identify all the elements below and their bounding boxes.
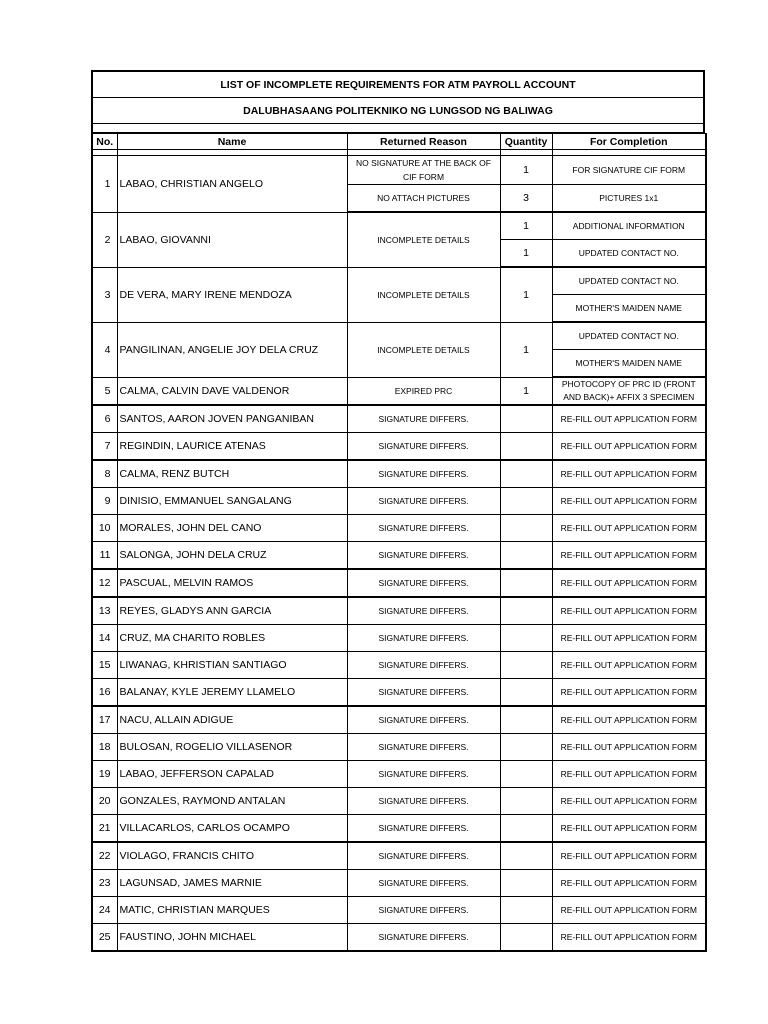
row-completion: RE-FILL OUT APPLICATION FORM xyxy=(552,405,706,433)
table-row xyxy=(92,652,706,679)
row-number: 7 xyxy=(92,433,117,461)
row-number: 20 xyxy=(92,788,117,815)
row-name: SALONGA, JOHN DELA CRUZ xyxy=(117,542,347,570)
row-reason: INCOMPLETE DETAILS xyxy=(347,212,500,267)
row-name: SANTOS, AARON JOVEN PANGANIBAN xyxy=(117,405,347,433)
row-quantity xyxy=(500,542,552,570)
row-number: 11 xyxy=(92,542,117,570)
header-completion: For Completion xyxy=(552,134,706,150)
table-row xyxy=(92,405,706,433)
row-name: GONZALES, RAYMOND ANTALAN xyxy=(117,788,347,815)
row-reason: NO SIGNATURE AT THE BACK OF CIF FORM xyxy=(347,156,500,185)
table-row xyxy=(92,267,706,295)
row-number: 4 xyxy=(92,322,117,377)
row-quantity xyxy=(500,515,552,542)
row-completion: RE-FILL OUT APPLICATION FORM xyxy=(552,734,706,761)
table-row xyxy=(92,734,706,761)
row-completion: RE-FILL OUT APPLICATION FORM xyxy=(552,433,706,461)
row-number: 18 xyxy=(92,734,117,761)
row-name: LABAO, GIOVANNI xyxy=(117,212,347,267)
table-row xyxy=(92,433,706,461)
row-reason: SIGNATURE DIFFERS. xyxy=(347,433,500,461)
table-row xyxy=(92,625,706,652)
row-number: 8 xyxy=(92,460,117,488)
table-row xyxy=(92,842,706,870)
row-quantity xyxy=(500,842,552,870)
row-number: 14 xyxy=(92,625,117,652)
row-reason: SIGNATURE DIFFERS. xyxy=(347,625,500,652)
row-name: PASCUAL, MELVIN RAMOS xyxy=(117,569,347,597)
row-number: 3 xyxy=(92,267,117,322)
institution-name: DALUBHASAANG POLITEKNIKO NG LUNGSOD NG BALIWAG xyxy=(93,98,703,124)
header-quantity: Quantity xyxy=(500,134,552,150)
table-row xyxy=(92,212,706,240)
title-box xyxy=(91,70,705,133)
row-completion: RE-FILL OUT APPLICATION FORM xyxy=(552,788,706,815)
row-name: LABAO, JEFFERSON CAPALAD xyxy=(117,761,347,788)
row-completion: MOTHER'S MAIDEN NAME xyxy=(552,295,706,323)
row-completion: RE-FILL OUT APPLICATION FORM xyxy=(552,924,706,952)
row-name: VILLACARLOS, CARLOS OCAMPO xyxy=(117,815,347,843)
row-completion: RE-FILL OUT APPLICATION FORM xyxy=(552,460,706,488)
row-completion: RE-FILL OUT APPLICATION FORM xyxy=(552,569,706,597)
row-quantity xyxy=(500,870,552,897)
row-reason: SIGNATURE DIFFERS. xyxy=(347,734,500,761)
row-number: 5 xyxy=(92,377,117,405)
row-reason: SIGNATURE DIFFERS. xyxy=(347,897,500,924)
row-number: 15 xyxy=(92,652,117,679)
table-row xyxy=(92,322,706,350)
requirements-table xyxy=(91,133,707,952)
row-completion: RE-FILL OUT APPLICATION FORM xyxy=(552,542,706,570)
row-number: 23 xyxy=(92,870,117,897)
row-quantity xyxy=(500,625,552,652)
row-number: 13 xyxy=(92,597,117,625)
row-number: 2 xyxy=(92,212,117,267)
header-reason: Returned Reason xyxy=(347,134,500,150)
row-quantity xyxy=(500,924,552,952)
row-number: 19 xyxy=(92,761,117,788)
row-reason: SIGNATURE DIFFERS. xyxy=(347,515,500,542)
row-completion: RE-FILL OUT APPLICATION FORM xyxy=(552,897,706,924)
table-row xyxy=(92,706,706,734)
row-completion: PICTURES 1x1 xyxy=(552,185,706,213)
row-name: BULOSAN, ROGELIO VILLASENOR xyxy=(117,734,347,761)
row-reason: SIGNATURE DIFFERS. xyxy=(347,488,500,515)
row-quantity: 1 xyxy=(500,377,552,405)
row-name: DINISIO, EMMANUEL SANGALANG xyxy=(117,488,347,515)
table-row xyxy=(92,542,706,570)
row-reason: SIGNATURE DIFFERS. xyxy=(347,405,500,433)
table-row xyxy=(92,679,706,707)
table-row xyxy=(92,460,706,488)
row-reason: SIGNATURE DIFFERS. xyxy=(347,679,500,707)
row-reason: EXPIRED PRC xyxy=(347,377,500,405)
row-number: 25 xyxy=(92,924,117,952)
row-quantity: 3 xyxy=(500,185,552,213)
table-row xyxy=(92,515,706,542)
table-row xyxy=(92,156,706,185)
row-quantity: 1 xyxy=(500,240,552,268)
row-reason: SIGNATURE DIFFERS. xyxy=(347,761,500,788)
row-number: 10 xyxy=(92,515,117,542)
row-reason: SIGNATURE DIFFERS. xyxy=(347,542,500,570)
row-name: REYES, GLADYS ANN GARCIA xyxy=(117,597,347,625)
row-number: 21 xyxy=(92,815,117,843)
simple-rows xyxy=(92,405,706,951)
row-reason: SIGNATURE DIFFERS. xyxy=(347,706,500,734)
row-reason: SIGNATURE DIFFERS. xyxy=(347,842,500,870)
table-row xyxy=(92,897,706,924)
row-completion: UPDATED CONTACT NO. xyxy=(552,322,706,350)
row-completion: RE-FILL OUT APPLICATION FORM xyxy=(552,488,706,515)
table-row xyxy=(92,761,706,788)
row-quantity xyxy=(500,815,552,843)
row-name: CRUZ, MA CHARITO ROBLES xyxy=(117,625,347,652)
row-number: 16 xyxy=(92,679,117,707)
row-quantity xyxy=(500,433,552,461)
row-name: LAGUNSAD, JAMES MARNIE xyxy=(117,870,347,897)
row-completion: RE-FILL OUT APPLICATION FORM xyxy=(552,652,706,679)
table-row xyxy=(92,924,706,952)
row-number: 17 xyxy=(92,706,117,734)
row-quantity xyxy=(500,679,552,707)
row-quantity xyxy=(500,488,552,515)
row-reason: SIGNATURE DIFFERS. xyxy=(347,569,500,597)
row-name: REGINDIN, LAURICE ATENAS xyxy=(117,433,347,461)
requirements-sheet xyxy=(91,70,705,952)
row-reason: SIGNATURE DIFFERS. xyxy=(347,924,500,952)
table-row xyxy=(92,870,706,897)
row-name: MATIC, CHRISTIAN MARQUES xyxy=(117,897,347,924)
row-name: NACU, ALLAIN ADIGUE xyxy=(117,706,347,734)
row-reason: NO ATTACH PICTURES xyxy=(347,185,500,213)
row-reason: SIGNATURE DIFFERS. xyxy=(347,870,500,897)
row-quantity: 1 xyxy=(500,267,552,322)
row-completion: UPDATED CONTACT NO. xyxy=(552,267,706,295)
row-completion: ADDITIONAL INFORMATION xyxy=(552,212,706,240)
header-row xyxy=(92,134,706,150)
row-completion: PHOTOCOPY OF PRC ID (FRONT AND BACK)+ AFFIX 3 SPECIMEN xyxy=(552,377,706,405)
row-name: VIOLAGO, FRANCIS CHITO xyxy=(117,842,347,870)
row-completion: MOTHER'S MAIDEN NAME xyxy=(552,350,706,378)
row-quantity: 1 xyxy=(500,322,552,377)
row-quantity xyxy=(500,897,552,924)
row-completion: RE-FILL OUT APPLICATION FORM xyxy=(552,625,706,652)
table-row xyxy=(92,788,706,815)
row-name: PANGILINAN, ANGELIE JOY DELA CRUZ xyxy=(117,322,347,377)
row-completion: RE-FILL OUT APPLICATION FORM xyxy=(552,842,706,870)
spacer-row xyxy=(93,124,703,133)
row-reason: SIGNATURE DIFFERS. xyxy=(347,815,500,843)
row-number: 12 xyxy=(92,569,117,597)
row-number: 1 xyxy=(92,156,117,213)
row-quantity xyxy=(500,569,552,597)
row-completion: RE-FILL OUT APPLICATION FORM xyxy=(552,761,706,788)
row-completion: RE-FILL OUT APPLICATION FORM xyxy=(552,679,706,707)
header-name: Name xyxy=(117,134,347,150)
row-quantity xyxy=(500,652,552,679)
row-number: 22 xyxy=(92,842,117,870)
row-quantity xyxy=(500,405,552,433)
row-quantity xyxy=(500,734,552,761)
row-completion: RE-FILL OUT APPLICATION FORM xyxy=(552,815,706,843)
row-quantity xyxy=(500,788,552,815)
row-number: 24 xyxy=(92,897,117,924)
row-completion: RE-FILL OUT APPLICATION FORM xyxy=(552,870,706,897)
table-row xyxy=(92,488,706,515)
row-completion: FOR SIGNATURE CIF FORM xyxy=(552,156,706,185)
row-quantity xyxy=(500,761,552,788)
row-number: 9 xyxy=(92,488,117,515)
row-name: DE VERA, MARY IRENE MENDOZA xyxy=(117,267,347,322)
row-completion: RE-FILL OUT APPLICATION FORM xyxy=(552,597,706,625)
table-row xyxy=(92,597,706,625)
row-reason: SIGNATURE DIFFERS. xyxy=(347,652,500,679)
row-name: FAUSTINO, JOHN MICHAEL xyxy=(117,924,347,952)
row-quantity xyxy=(500,706,552,734)
row-quantity: 1 xyxy=(500,212,552,240)
row-quantity xyxy=(500,597,552,625)
row-name: LABAO, CHRISTIAN ANGELO xyxy=(117,156,347,213)
row-reason: SIGNATURE DIFFERS. xyxy=(347,460,500,488)
row-completion: RE-FILL OUT APPLICATION FORM xyxy=(552,515,706,542)
row-name: MORALES, JOHN DEL CANO xyxy=(117,515,347,542)
row-quantity xyxy=(500,460,552,488)
row-number: 6 xyxy=(92,405,117,433)
table-row xyxy=(92,569,706,597)
row-name: LIWANAG, KHRISTIAN SANTIAGO xyxy=(117,652,347,679)
row-reason: INCOMPLETE DETAILS xyxy=(347,267,500,322)
row-name: CALMA, RENZ BUTCH xyxy=(117,460,347,488)
row-completion: RE-FILL OUT APPLICATION FORM xyxy=(552,706,706,734)
header-no: No. xyxy=(92,134,117,150)
row-reason: SIGNATURE DIFFERS. xyxy=(347,597,500,625)
row-reason: INCOMPLETE DETAILS xyxy=(347,322,500,377)
row-quantity: 1 xyxy=(500,156,552,185)
table-row xyxy=(92,377,706,405)
row-reason: SIGNATURE DIFFERS. xyxy=(347,788,500,815)
row-completion: UPDATED CONTACT NO. xyxy=(552,240,706,268)
row-name: CALMA, CALVIN DAVE VALDENOR xyxy=(117,377,347,405)
row-name: BALANAY, KYLE JEREMY LLAMELO xyxy=(117,679,347,707)
document-title: LIST OF INCOMPLETE REQUIREMENTS FOR ATM PAYROLL ACCOUNT xyxy=(93,72,703,98)
table-row xyxy=(92,815,706,843)
